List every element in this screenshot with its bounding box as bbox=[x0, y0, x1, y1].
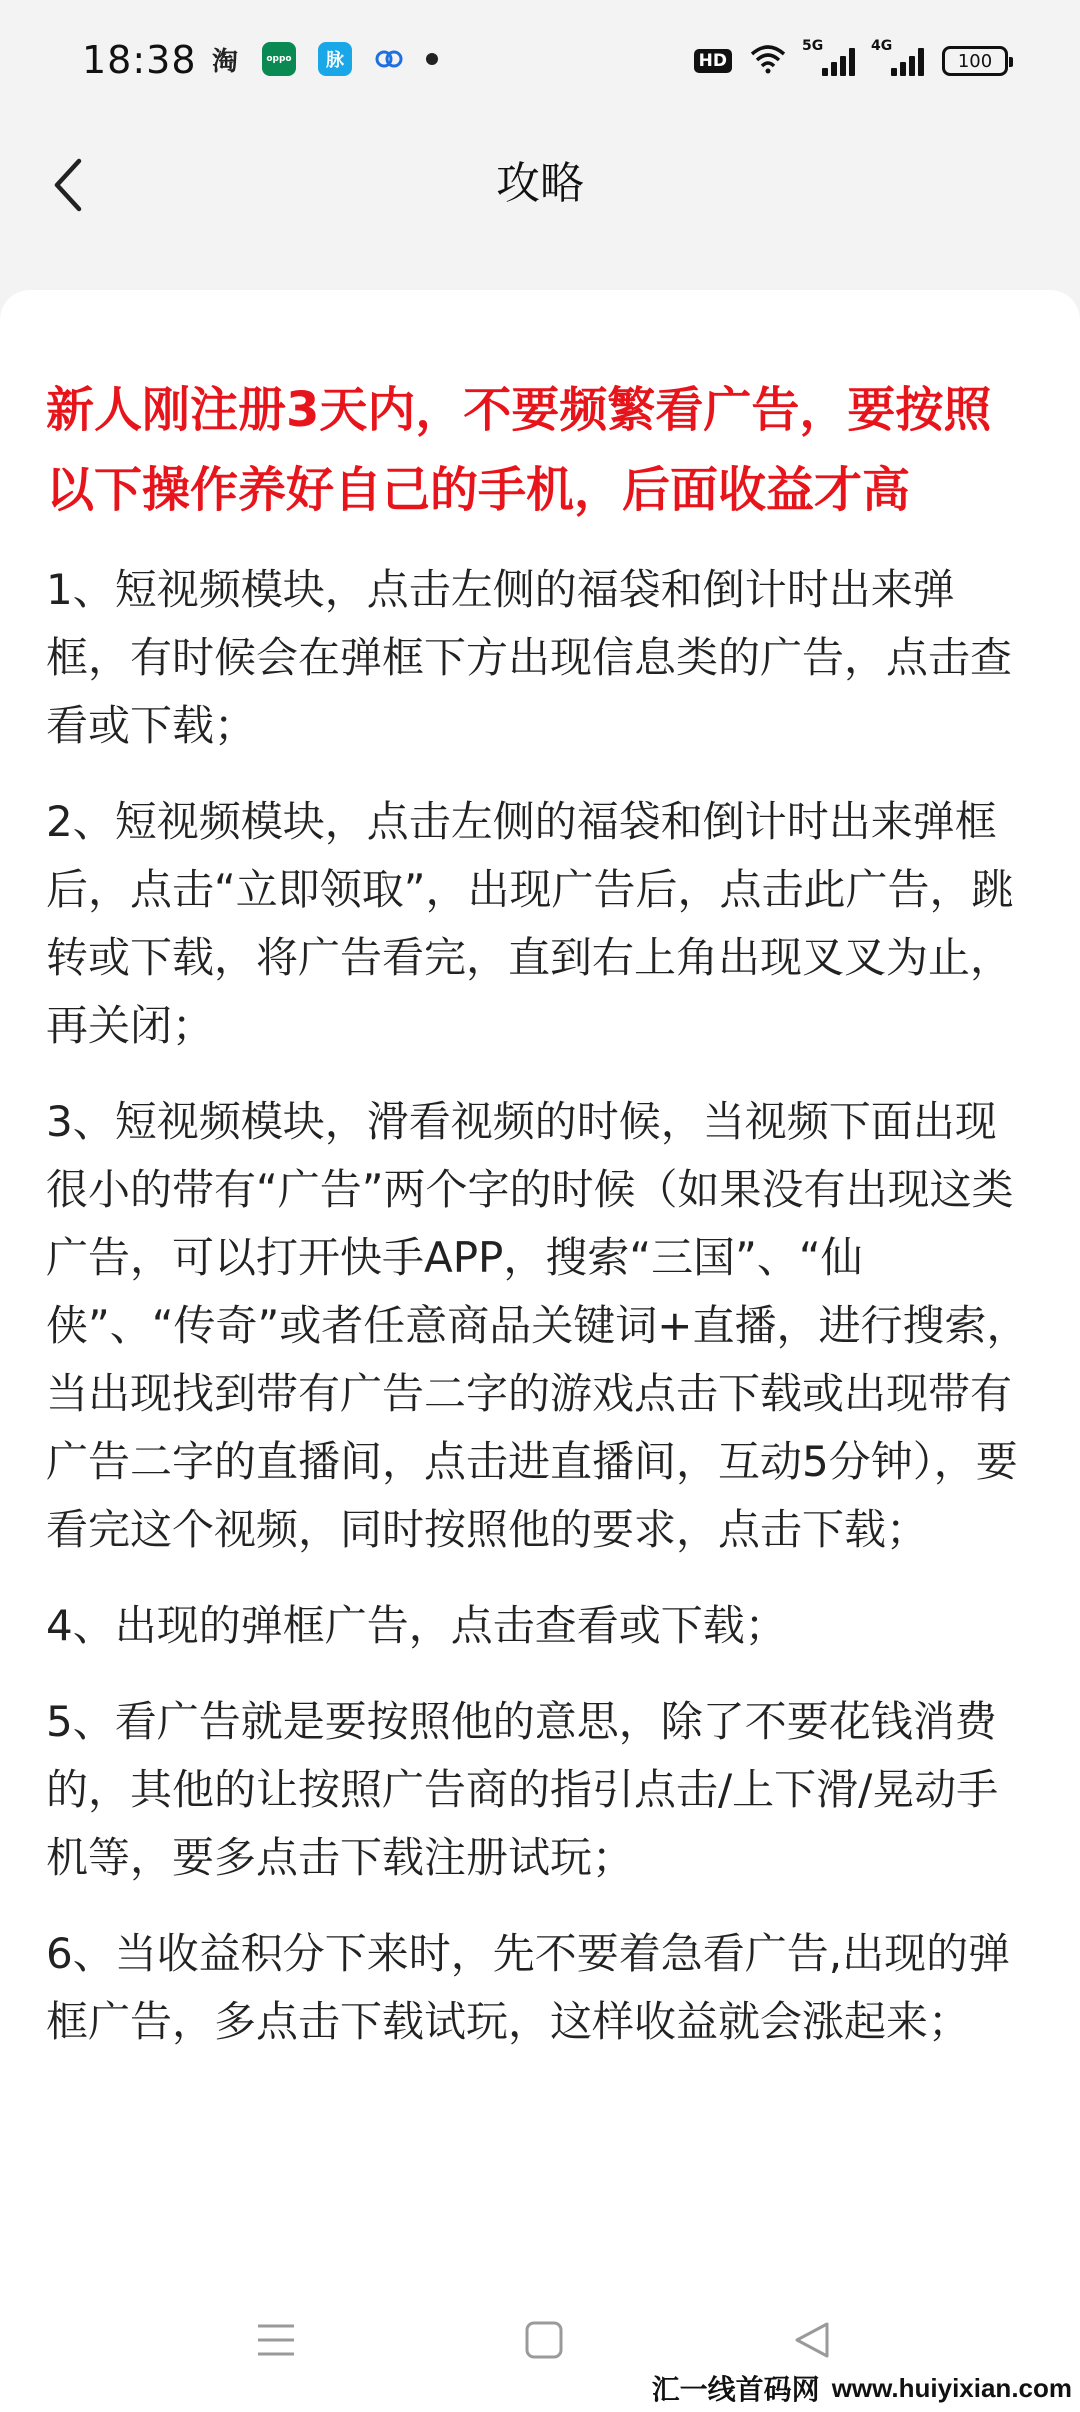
more-notifications-icon bbox=[426, 53, 438, 65]
article-body bbox=[0, 290, 1080, 2056]
content-card[interactable] bbox=[0, 290, 1080, 2280]
notification-icons bbox=[210, 42, 438, 76]
article-paragraph-1: 1、短视频模块，点击左侧的福袋和倒计时出来弹框，有时候会在弹框下方出现信息类的广告，点击查看或下载； bbox=[46, 565, 1013, 750]
menu-icon bbox=[256, 2322, 296, 2358]
watermark-site-name: 汇一线首码网 bbox=[651, 2373, 820, 2406]
triangle-back-icon bbox=[792, 2320, 832, 2360]
oppo-icon: oppo bbox=[262, 42, 296, 76]
system-icons bbox=[694, 38, 1008, 78]
taobao-icon: 淘 bbox=[211, 46, 238, 77]
signal-5g-icon: 5G bbox=[804, 46, 855, 76]
status-bar bbox=[0, 0, 1080, 120]
article-paragraph-3: 3、短视频模块，滑看视频的时候，当视频下面出现很小的带有“广告”两个字的时候（如果没有出现这类广告，可以打开快手APP，搜索“三国”、“仙侠”、“传奇”或者任意商品关键词+直播，进行搜索，当出现找到带有广告二字的游戏点击下载或出现带有广告二字的直播间，点击进直播间，互动5分钟），要看完这个视频，同时按照他的要求，点击下载； bbox=[46, 1097, 1029, 1554]
page-title: 攻略 bbox=[496, 158, 584, 209]
wifi-icon bbox=[750, 44, 786, 78]
status-time: 18:38 bbox=[82, 38, 197, 82]
nav-recents-button[interactable] bbox=[236, 2300, 316, 2380]
site-watermark bbox=[644, 2364, 1080, 2412]
article-paragraph-4: 4、出现的弹框广告，点击查看或下载； bbox=[46, 1601, 787, 1650]
link-app-icon bbox=[374, 42, 404, 76]
nav-home-button[interactable] bbox=[504, 2300, 584, 2380]
app-header bbox=[0, 120, 1080, 270]
article-headline: 新人刚注册3天内，不要频繁看广告，要按照以下操作养好自己的手机，后面收益才高 bbox=[46, 382, 992, 518]
square-home-icon bbox=[524, 2320, 564, 2360]
watermark-url: www.huiyixian.com bbox=[831, 2372, 1072, 2403]
article-paragraph-2: 2、短视频模块，点击左侧的福袋和倒计时出来弹框后，点击“立即领取”，出现广告后，点击此广告，跳转或下载，将广告看完，直到右上角出现叉叉为止，再关闭； bbox=[46, 797, 1014, 1050]
blue-app-icon: 脉 bbox=[318, 42, 352, 76]
battery-icon: 100 bbox=[942, 46, 1008, 76]
hd-icon: HD bbox=[694, 49, 732, 73]
signal-4g-icon: 4G bbox=[873, 46, 924, 76]
article-paragraph-5: 5、看广告就是要按照他的意思，除了不要花钱消费的，其他的让按照广告商的指引点击/上下滑/晃动手机等，要多点击下载注册试玩； bbox=[46, 1697, 999, 1882]
article-paragraph-6: 6、当收益积分下来时，先不要着急看广告,出现的弹框广告，多点击下载试玩，这样收益就会涨起来； bbox=[46, 1929, 1011, 2046]
